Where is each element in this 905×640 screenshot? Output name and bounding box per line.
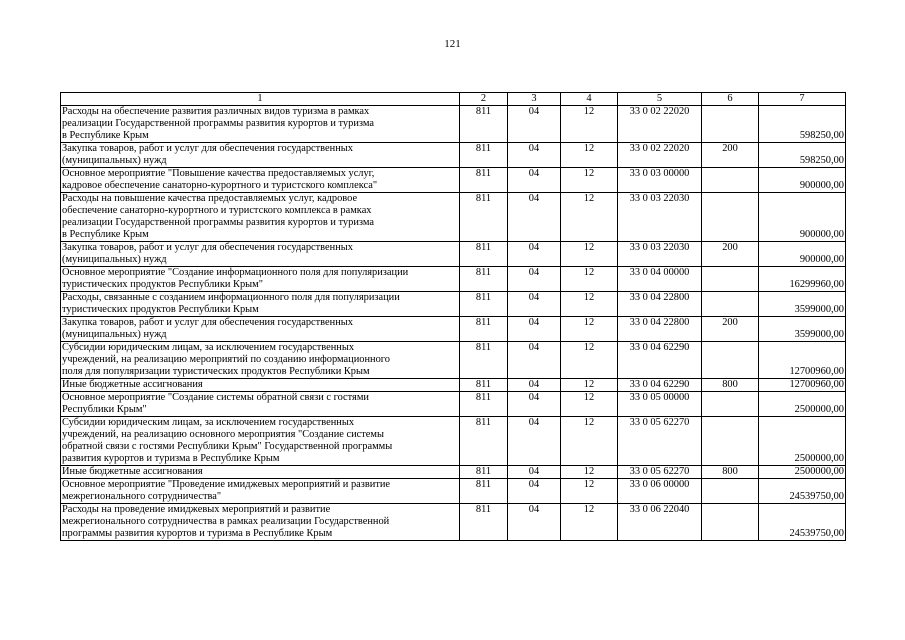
table-row: [61, 292, 846, 317]
row-amount: 24539750,00: [759, 479, 846, 504]
row-code-target: 33 0 05 00000: [618, 392, 702, 417]
row-description: Основное мероприятие "Повышение качества предоставляемых услуг, кадровое обеспечение санаторно-курортного и туристского комплекса": [61, 168, 460, 193]
column-header: 3: [508, 93, 561, 106]
row-code-section: 04: [508, 317, 561, 342]
row-code-ministry: 811: [460, 504, 508, 541]
row-description: Расходы на проведение имиджевых мероприятий и развитие межрегионального сотрудничества в рамках реализации Государственной программы развития курортов и туризма в Республике Крым: [61, 504, 460, 541]
row-code-ministry: 811: [460, 417, 508, 466]
row-code-expense-type: [702, 392, 759, 417]
row-code-ministry: 811: [460, 292, 508, 317]
row-code-subsection: 12: [561, 143, 618, 168]
row-code-expense-type: 800: [702, 466, 759, 479]
row-code-ministry: 811: [460, 168, 508, 193]
row-description: Закупка товаров, работ и услуг для обеспечения государственных (муниципальных) нужд: [61, 242, 460, 267]
row-code-expense-type: [702, 504, 759, 541]
row-code-subsection: 12: [561, 479, 618, 504]
row-code-section: 04: [508, 292, 561, 317]
row-code-section: 04: [508, 379, 561, 392]
row-code-expense-type: [702, 267, 759, 292]
row-code-target: 33 0 04 62290: [618, 379, 702, 392]
row-amount: 2500000,00: [759, 466, 846, 479]
column-header: 2: [460, 93, 508, 106]
row-code-expense-type: [702, 417, 759, 466]
row-description: Основное мероприятие "Создание информационного поля для популяризации туристических продуктов Республики Крым": [61, 267, 460, 292]
row-code-section: 04: [508, 106, 561, 143]
table-row: [61, 392, 846, 417]
row-code-subsection: 12: [561, 466, 618, 479]
table-row: [61, 504, 846, 541]
row-code-subsection: 12: [561, 292, 618, 317]
row-code-target: 33 0 03 00000: [618, 168, 702, 193]
row-code-subsection: 12: [561, 417, 618, 466]
row-code-expense-type: 800: [702, 379, 759, 392]
row-code-expense-type: [702, 193, 759, 242]
row-code-target: 33 0 02 22020: [618, 106, 702, 143]
row-amount: 12700960,00: [759, 342, 846, 379]
row-amount: 3599000,00: [759, 292, 846, 317]
row-description: Расходы на повышение качества предоставляемых услуг, кадровое обеспечение санаторно-курортного и туристского комплекса в рамках реализации Государственной программы развития курортов и туризма в Республике Крым: [61, 193, 460, 242]
column-header: 7: [759, 93, 846, 106]
row-description: Расходы на обеспечение развития различных видов туризма в рамках реализации Государственной программы развития курортов и туризма в Республике Крым: [61, 106, 460, 143]
row-amount: 900000,00: [759, 168, 846, 193]
row-description: Закупка товаров, работ и услуг для обеспечения государственных (муниципальных) нужд: [61, 143, 460, 168]
row-code-target: 33 0 04 22800: [618, 317, 702, 342]
row-code-target: 33 0 05 62270: [618, 466, 702, 479]
row-code-subsection: 12: [561, 242, 618, 267]
row-code-subsection: 12: [561, 106, 618, 143]
row-code-section: 04: [508, 417, 561, 466]
table-row: [61, 342, 846, 379]
table-row: [61, 379, 846, 392]
column-header: 6: [702, 93, 759, 106]
row-amount: 2500000,00: [759, 392, 846, 417]
table-row: [61, 267, 846, 292]
row-amount: 12700960,00: [759, 379, 846, 392]
row-code-subsection: 12: [561, 379, 618, 392]
row-description: Субсидии юридическим лицам, за исключением государственных учреждений, на реализацию основного мероприятия "Создание системы обратной связи с гостями Республики Крым" Государственной программы развития курортов и туризма в Республике Крым: [61, 417, 460, 466]
row-code-target: 33 0 04 00000: [618, 267, 702, 292]
row-code-expense-type: [702, 479, 759, 504]
row-code-target: 33 0 02 22020: [618, 143, 702, 168]
row-description: Закупка товаров, работ и услуг для обеспечения государственных (муниципальных) нужд: [61, 317, 460, 342]
row-code-expense-type: [702, 292, 759, 317]
row-code-expense-type: 200: [702, 242, 759, 267]
row-code-expense-type: 200: [702, 317, 759, 342]
row-amount: 3599000,00: [759, 317, 846, 342]
row-code-section: 04: [508, 479, 561, 504]
row-code-section: 04: [508, 242, 561, 267]
row-code-ministry: 811: [460, 143, 508, 168]
row-code-subsection: 12: [561, 193, 618, 242]
row-code-section: 04: [508, 143, 561, 168]
table-header-row: [61, 93, 846, 106]
row-code-expense-type: [702, 168, 759, 193]
row-code-subsection: 12: [561, 342, 618, 379]
row-code-target: 33 0 03 22030: [618, 242, 702, 267]
row-amount: 598250,00: [759, 143, 846, 168]
row-amount: 900000,00: [759, 242, 846, 267]
row-description: Иные бюджетные ассигнования: [61, 379, 460, 392]
table-row: [61, 466, 846, 479]
row-code-ministry: 811: [460, 242, 508, 267]
row-code-target: 33 0 06 22040: [618, 504, 702, 541]
row-code-expense-type: 200: [702, 143, 759, 168]
row-code-section: 04: [508, 466, 561, 479]
row-code-ministry: 811: [460, 317, 508, 342]
row-code-target: 33 0 05 62270: [618, 417, 702, 466]
row-code-section: 04: [508, 392, 561, 417]
table-row: [61, 317, 846, 342]
table-row: [61, 106, 846, 143]
row-code-ministry: 811: [460, 267, 508, 292]
row-amount: 900000,00: [759, 193, 846, 242]
table-row: [61, 143, 846, 168]
row-description: Субсидии юридическим лицам, за исключением государственных учреждений, на реализацию мероприятий по созданию информационного поля для популяризации туристических продуктов Республики Крым: [61, 342, 460, 379]
row-code-target: 33 0 04 22800: [618, 292, 702, 317]
column-header: 4: [561, 93, 618, 106]
row-amount: 24539750,00: [759, 504, 846, 541]
page-number: 121: [444, 38, 461, 50]
row-code-subsection: 12: [561, 504, 618, 541]
column-header: 5: [618, 93, 702, 106]
row-code-ministry: 811: [460, 342, 508, 379]
row-code-section: 04: [508, 504, 561, 541]
row-description: Основное мероприятие "Проведение имиджевых мероприятий и развитие межрегионального сотрудничества": [61, 479, 460, 504]
row-code-subsection: 12: [561, 317, 618, 342]
row-code-expense-type: [702, 106, 759, 143]
row-amount: 16299960,00: [759, 267, 846, 292]
table-row: [61, 417, 846, 466]
row-code-section: 04: [508, 193, 561, 242]
row-code-ministry: 811: [460, 466, 508, 479]
row-code-ministry: 811: [460, 106, 508, 143]
column-header: 1: [61, 93, 460, 106]
table-row: [61, 193, 846, 242]
row-code-ministry: 811: [460, 379, 508, 392]
row-description: Иные бюджетные ассигнования: [61, 466, 460, 479]
table-row: [61, 479, 846, 504]
row-code-ministry: 811: [460, 193, 508, 242]
table-body: [61, 93, 846, 541]
row-amount: 598250,00: [759, 106, 846, 143]
budget-table: [60, 92, 846, 541]
row-code-section: 04: [508, 267, 561, 292]
row-code-subsection: 12: [561, 392, 618, 417]
row-code-subsection: 12: [561, 168, 618, 193]
table-row: [61, 242, 846, 267]
row-code-target: 33 0 04 62290: [618, 342, 702, 379]
table-row: [61, 168, 846, 193]
row-amount: 2500000,00: [759, 417, 846, 466]
row-code-ministry: 811: [460, 392, 508, 417]
row-description: Расходы, связанные с созданием информационного поля для популяризации туристических продуктов Республики Крым: [61, 292, 460, 317]
row-code-section: 04: [508, 342, 561, 379]
row-description: Основное мероприятие "Создание системы обратной связи с гостями Республики Крым": [61, 392, 460, 417]
row-code-target: 33 0 06 00000: [618, 479, 702, 504]
row-code-subsection: 12: [561, 267, 618, 292]
row-code-ministry: 811: [460, 479, 508, 504]
row-code-expense-type: [702, 342, 759, 379]
row-code-target: 33 0 03 22030: [618, 193, 702, 242]
row-code-section: 04: [508, 168, 561, 193]
